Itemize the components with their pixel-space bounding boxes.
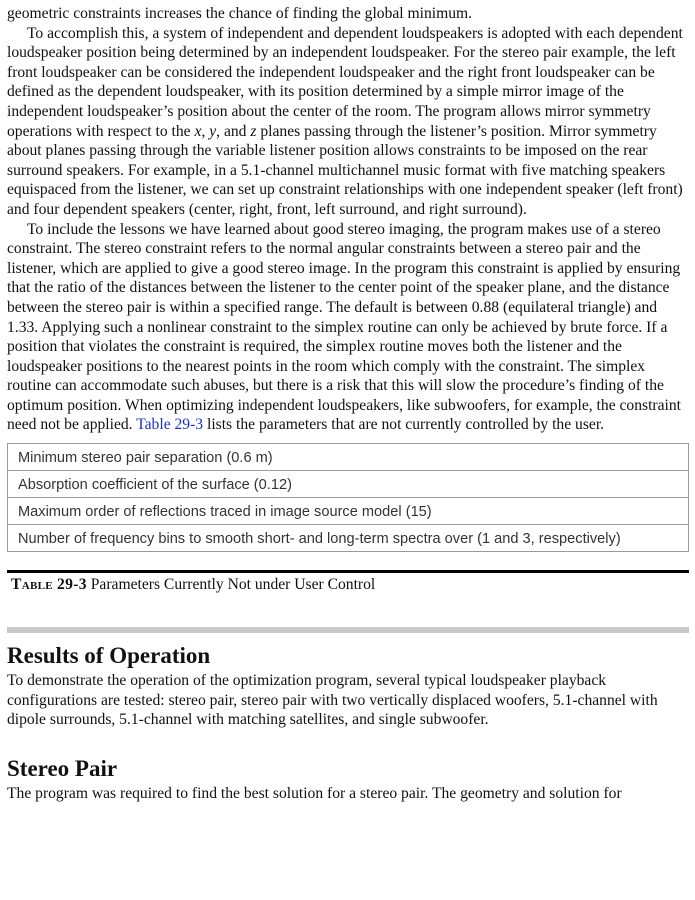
paragraph-text: To accomplish this, a system of independent and dependent loudspeakers is adopted with each dependent loudspeaker position being determined by an independent loudspeaker. For the stereo pair example, the left front loudspeaker can be considered the independent loudspeaker and the right front loudspeaker can be defined as the dependent loudspeaker, with its position determined by a simple mirror image of the independent loudspeaker’s position about the center of the room. The program allows mirror symmetry operations with respect to the (7, 24, 683, 140)
table-caption (11, 575, 689, 595)
section-heading-results: Results of Operation (7, 643, 211, 669)
axis-y: y (209, 122, 217, 140)
paragraph-text: To include the lessons we have learned about good stereo imaging, the program makes use of a stereo constraint. The stereo constraint refers to the normal angular constraints between a stereo pair and the listener, which are applied to give a good stereo image. In the program this constraint is applied by ensuring that the ratio of the distances between the listener to the center point of the speaker plane, and the distance between the stereo pair is within a specified range. The default is between 0.88 (equilateral triangle) and 1.33. Applying such a nonlinear constraint to the simplex routine can only be achieved by brute force. If a position that violates the constraint is required, the simplex routine moves both the listener and the loudspeaker positions to the nearest points in the room which comply with the constraint. The simplex routine can accommodate such abuses, but there is a risk that this will slow the procedure’s finding of the optimum position. When optimizing independent loudspeakers, like subwoofers, for example, the constraint need not be applied. (7, 220, 682, 434)
section-heading-stereo-pair: Stereo Pair (7, 755, 118, 781)
table-reference-link[interactable]: Table 29-3 (136, 416, 204, 434)
axis-z: z (250, 122, 257, 140)
paragraph-text: lists the parameters that are not currently controlled by the user. (203, 416, 605, 434)
separator: , and (216, 122, 251, 140)
parameters-table-block (7, 443, 689, 595)
table-cell: Maximum order of reflections traced in image source model (15) (8, 498, 689, 525)
table-row (8, 444, 689, 471)
table-caption-label: Table 29-3 (11, 576, 87, 594)
paragraph-text: planes passing through the listener’s position. Mirror symmetry about planes passing through the variable listener position allows constraints to be imposed on the rear surround speakers. For example, in a 5.1-channel multichannel music format with five matching speakers equispaced from the listener, we can set up constraint relationships with one independent speaker (left front) and four dependent speakers (center, right, front, left surround, and right surround). (7, 122, 683, 218)
table-cell: Minimum stereo pair separation (0.6 m) (18, 450, 273, 467)
table-row (8, 471, 689, 498)
axis-x: x (194, 122, 202, 140)
table-row (8, 525, 689, 552)
paragraph-continuation: geometric constraints increases the chance of finding the global minimum. (7, 5, 473, 22)
paragraph-stereo-pair: The program was required to find the best solution for a stereo pair. The geometry and solution for (7, 784, 622, 802)
section-divider (7, 627, 689, 633)
table-bottom-rule (7, 570, 689, 573)
paragraph-results: To demonstrate the operation of the optimization program, several typical loudspeaker playback configurations are tested: stereo pair, stereo pair with two vertically displaced woofers, 5.1-channel with dipole surrounds, 5.1-channel with matching satellites, and single subwoofer. (7, 672, 658, 729)
paragraph-independent-dependent (7, 24, 688, 220)
table-cell: Absorption coefficient of the surface (0.12) (8, 471, 689, 498)
table-cell: Number of frequency bins to smooth short- and long-term spectra over (1 and 3, respectively) (8, 525, 689, 552)
parameters-table (7, 443, 689, 552)
paragraph-stereo-constraint (7, 220, 688, 436)
table-row (8, 498, 689, 525)
separator: , (201, 122, 210, 140)
table-caption-text: Parameters Currently Not under User Control (86, 576, 376, 594)
